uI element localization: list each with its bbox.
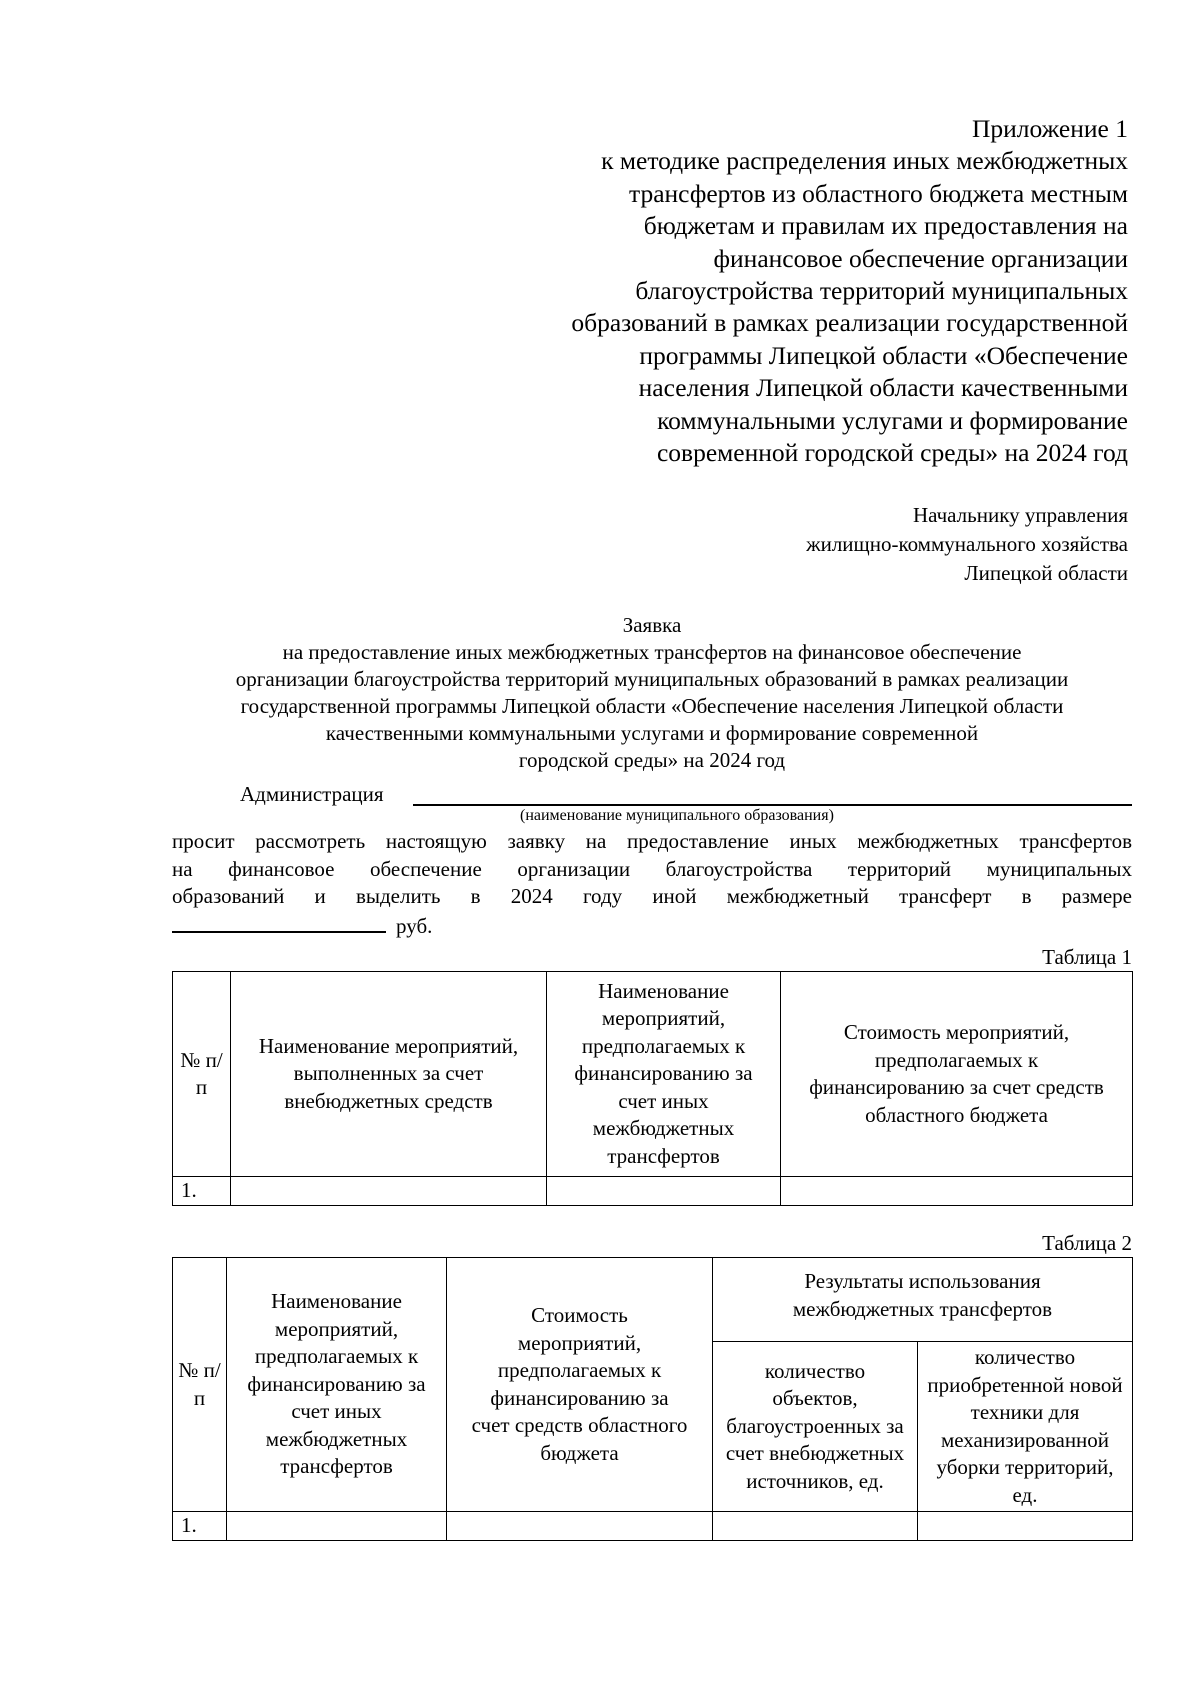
- request-body: [172, 828, 1132, 940]
- table1-header-cell: № п/п: [173, 972, 231, 1177]
- table1-header-cell: Наименование мероприятий, предполагаемых к финансированию за счет иных межбюджетных трансфертов: [547, 972, 781, 1177]
- table2-cell[interactable]: [227, 1512, 447, 1541]
- body-line: просит рассмотреть настоящую заявку на предоставление иных межбюджетных трансфертов: [172, 829, 1132, 853]
- appendix-line: населения Липецкой области качественными: [638, 373, 1128, 403]
- table2: [172, 1257, 1133, 1541]
- table2-header-row: [173, 1258, 1133, 1342]
- request-title: [172, 612, 1132, 774]
- appendix-line: бюджетам и правилам их предоставления на: [643, 211, 1128, 241]
- addressee-block: [608, 501, 1128, 588]
- table2-group-header: Результаты использования межбюджетных трансфертов: [713, 1258, 1133, 1342]
- request-title-line: государственной программы Липецкой области «Обеспечение населения Липецкой области: [240, 694, 1064, 718]
- amount-field[interactable]: [172, 911, 386, 933]
- amount-line: [172, 911, 1132, 941]
- body-line: образований и выделить в 2024 году иной межбюджетный трансферт в размере: [172, 884, 1132, 908]
- table-row: [173, 1512, 1133, 1541]
- table2-subheader-cell: количество приобретенной новой техники для механизированной уборки территорий, ед.: [918, 1342, 1133, 1512]
- administration-label: Администрация: [240, 782, 384, 806]
- request-title-line: городской среды» на 2024 год: [518, 748, 786, 772]
- appendix-line: коммунальными услугами и формирование: [657, 405, 1128, 435]
- table1-header-cell: Стоимость мероприятий, предполагаемых к финансированию за счет средств областного бюджета: [781, 972, 1133, 1177]
- addressee-line: Липецкой области: [964, 561, 1128, 585]
- table1-caption: Таблица 1: [1042, 945, 1132, 969]
- table2-cell: 1.: [173, 1512, 227, 1541]
- table1-header-row: [173, 972, 1133, 1177]
- table2-cell[interactable]: [918, 1512, 1133, 1541]
- table2-cell[interactable]: [447, 1512, 713, 1541]
- table2-subheader-cell: количество объектов, благоустроенных за счет внебюджетных источников, ед.: [713, 1342, 918, 1512]
- appendix-line: Приложение 1: [972, 114, 1128, 143]
- administration-hint: (наименование муниципального образования): [520, 807, 834, 824]
- table1-cell[interactable]: [781, 1177, 1133, 1206]
- request-title-line: организации благоустройства территорий муниципальных образований в рамках реализации: [235, 667, 1069, 691]
- table-row: [173, 1177, 1133, 1206]
- addressee-line: Начальнику управления: [912, 503, 1128, 527]
- currency-label: руб.: [396, 913, 433, 938]
- request-title-line: на предоставление иных межбюджетных трансфертов на финансовое обеспечение: [282, 640, 1022, 664]
- table1-cell[interactable]: [231, 1177, 547, 1206]
- table1-header-cell: Наименование мероприятий, выполненных за счет внебюджетных средств: [231, 972, 547, 1177]
- table2-header-cell: № п/п: [173, 1258, 227, 1512]
- request-title-line: качественными коммунальными услугами и формирование современной: [325, 721, 979, 745]
- appendix-line: финансовое обеспечение организации: [713, 243, 1128, 273]
- appendix-line: благоустройства территорий муниципальных: [635, 276, 1128, 306]
- appendix-line: программы Липецкой области «Обеспечение: [639, 340, 1128, 370]
- table2-caption: Таблица 2: [1042, 1231, 1132, 1255]
- appendix-line: образований в рамках реализации государственной: [571, 308, 1128, 338]
- appendix-header: [488, 113, 1128, 469]
- table1: [172, 971, 1133, 1206]
- table2-header-cell: Наименование мероприятий, предполагаемых к финансированию за счет иных межбюджетных трансфертов: [227, 1258, 447, 1512]
- addressee-line: жилищно-коммунального хозяйства: [806, 532, 1128, 556]
- request-heading: Заявка: [622, 613, 682, 637]
- body-line: на финансовое обеспечение организации благоустройства территорий муниципальных: [172, 856, 1132, 881]
- table2-cell[interactable]: [713, 1512, 918, 1541]
- table1-cell: 1.: [173, 1177, 231, 1206]
- appendix-line: современной городской среды» на 2024 год: [656, 438, 1128, 468]
- appendix-line: трансфертов из областного бюджета местным: [629, 178, 1128, 208]
- appendix-line: к методике распределения иных межбюджетных: [601, 146, 1128, 176]
- table2-header-cell: Стоимость мероприятий, предполагаемых к финансированию за счет средств областного бюджета: [447, 1258, 713, 1512]
- table1-cell[interactable]: [547, 1177, 781, 1206]
